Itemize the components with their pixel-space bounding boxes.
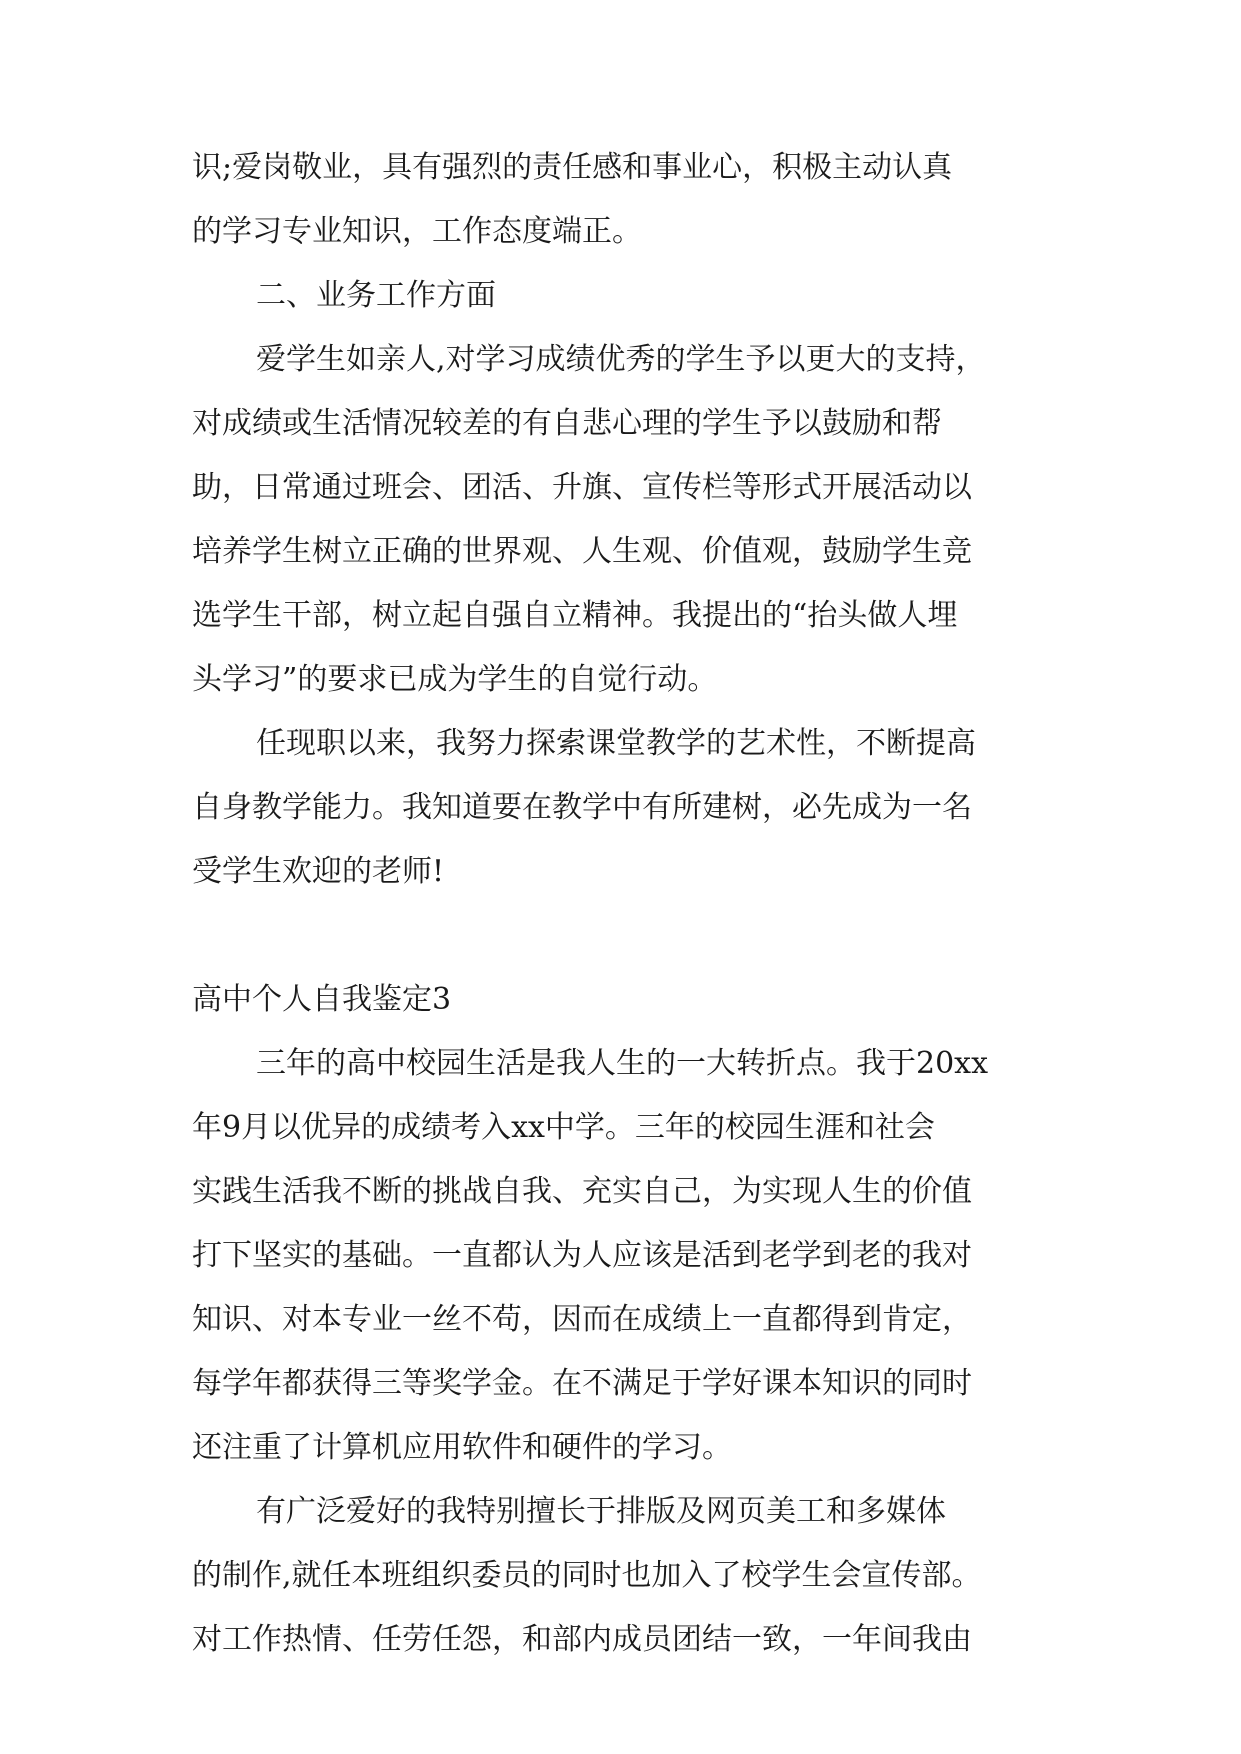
paragraph-line: 对工作热情、任劳任怨，和部内成员团结一致，一年间我由 xyxy=(192,1622,972,1657)
paragraph-line: 的学习专业知识，工作态度端正。 xyxy=(192,214,642,249)
paragraph-line: 年9月以优异的成绩考入xx中学。三年的校园生涯和社会 xyxy=(192,1110,935,1145)
paragraph-line: 头学习”的要求已成为学生的自觉行动。 xyxy=(192,662,718,697)
document-title: 高中个人自我鉴定3 xyxy=(192,982,452,1017)
paragraph-line: 任现职以来，我努力探索课堂教学的艺术性，不断提高 xyxy=(256,726,976,761)
paragraph-line: 爱学生如亲人,对学习成绩优秀的学生予以更大的支持， xyxy=(256,342,986,377)
paragraph-line: 对成绩或生活情况较差的有自悲心理的学生予以鼓励和帮 xyxy=(192,406,942,441)
paragraph-line: 有广泛爱好的我特别擅长于排版及网页美工和多媒体 xyxy=(256,1494,946,1529)
paragraph-line: 识;爱岗敬业，具有强烈的责任感和事业心，积极主动认真 xyxy=(192,150,953,185)
section-heading: 二、业务工作方面 xyxy=(256,278,496,313)
paragraph-line: 培养学生树立正确的世界观、人生观、价值观，鼓励学生竞 xyxy=(192,534,972,569)
paragraph-line: 三年的高中校园生活是我人生的一大转折点。我于20xx xyxy=(256,1046,989,1081)
paragraph-line: 每学年都获得三等奖学金。在不满足于学好课本知识的同时 xyxy=(192,1366,972,1401)
paragraph-line: 自身教学能力。我知道要在教学中有所建树，必先成为一名 xyxy=(192,790,972,825)
paragraph-line: 知识、对本专业一丝不苟，因而在成绩上一直都得到肯定， xyxy=(192,1302,972,1337)
paragraph-line: 的制作,就任本班组织委员的同时也加入了校学生会宣传部。 xyxy=(192,1558,982,1593)
paragraph-line: 还注重了计算机应用软件和硬件的学习。 xyxy=(192,1430,732,1465)
paragraph-line: 受学生欢迎的老师! xyxy=(192,854,445,889)
paragraph-line: 助，日常通过班会、团活、升旗、宣传栏等形式开展活动以 xyxy=(192,470,972,505)
paragraph-line: 选学生干部，树立起自强自立精神。我提出的“抬头做人埋 xyxy=(192,598,958,633)
paragraph-line: 实践生活我不断的挑战自我、充实自己，为实现人生的价值 xyxy=(192,1174,972,1209)
paragraph-line: 打下坚实的基础。一直都认为人应该是活到老学到老的我对 xyxy=(192,1238,972,1273)
